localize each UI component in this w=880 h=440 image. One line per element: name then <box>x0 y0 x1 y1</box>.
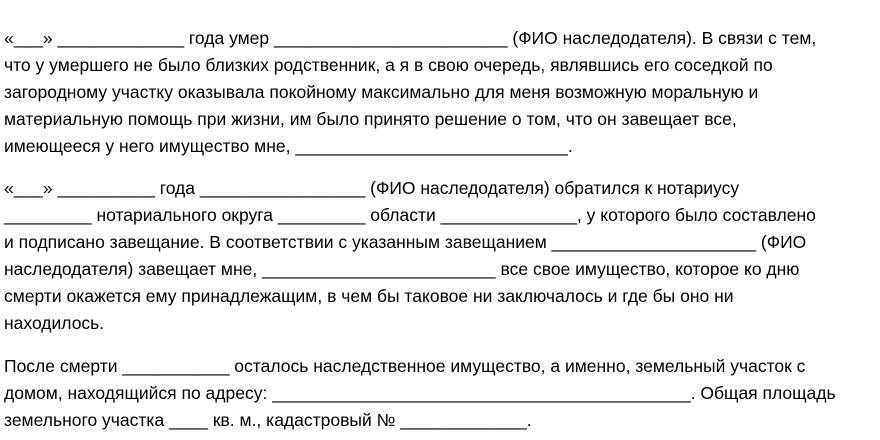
text-line: материальную помощь при жизни, им было принято решение о том, что он завещает все, <box>4 109 737 129</box>
paragraph-notary-will <box>4 175 816 337</box>
text-line: После смерти ___________ осталось наследственное имущество, а именно, земельный участок с <box>4 356 806 376</box>
text-line: земельного участка ____ кв. м., кадастровый № _____________. <box>4 410 532 430</box>
text-line: смерти окажется ему принадлежащим, в чем бы таковое ни заключалось и где бы оно ни <box>4 286 734 306</box>
text-line: _________ нотариального округа _________ области ______________, у которого было составлено <box>4 205 816 225</box>
text-line: имеющееся у него имущество мне, ____________________________. <box>4 136 573 156</box>
text-line: домом, находящийся по адресу: ___________________________________________. Общая площадь <box>4 383 836 403</box>
text-line: что у умершего не было близких родственник, а я в свою очередь, являвшись его соседкой по <box>4 55 773 75</box>
text-line: и подписано завещание. В соответствии с указанным завещанием _____________________ (ФИО <box>4 232 807 252</box>
text-line: загородному участку оказывала покойному максимально для меня возможную моральную и <box>4 82 759 102</box>
paragraph-death-and-will <box>4 25 816 160</box>
text-line: наследодателя) завещает мне, ________________________ все свое имущество, которое ко дню <box>4 259 800 279</box>
text-line: «___» _____________ года умер ________________________ (ФИО наследодателя). В связи с тем, <box>4 28 817 48</box>
text-line: находилось. <box>4 313 105 333</box>
text-line: «___» __________ года _________________ (ФИО наследодателя) обратился к нотариусу <box>4 178 740 198</box>
paragraph-inheritance-property <box>4 353 836 434</box>
